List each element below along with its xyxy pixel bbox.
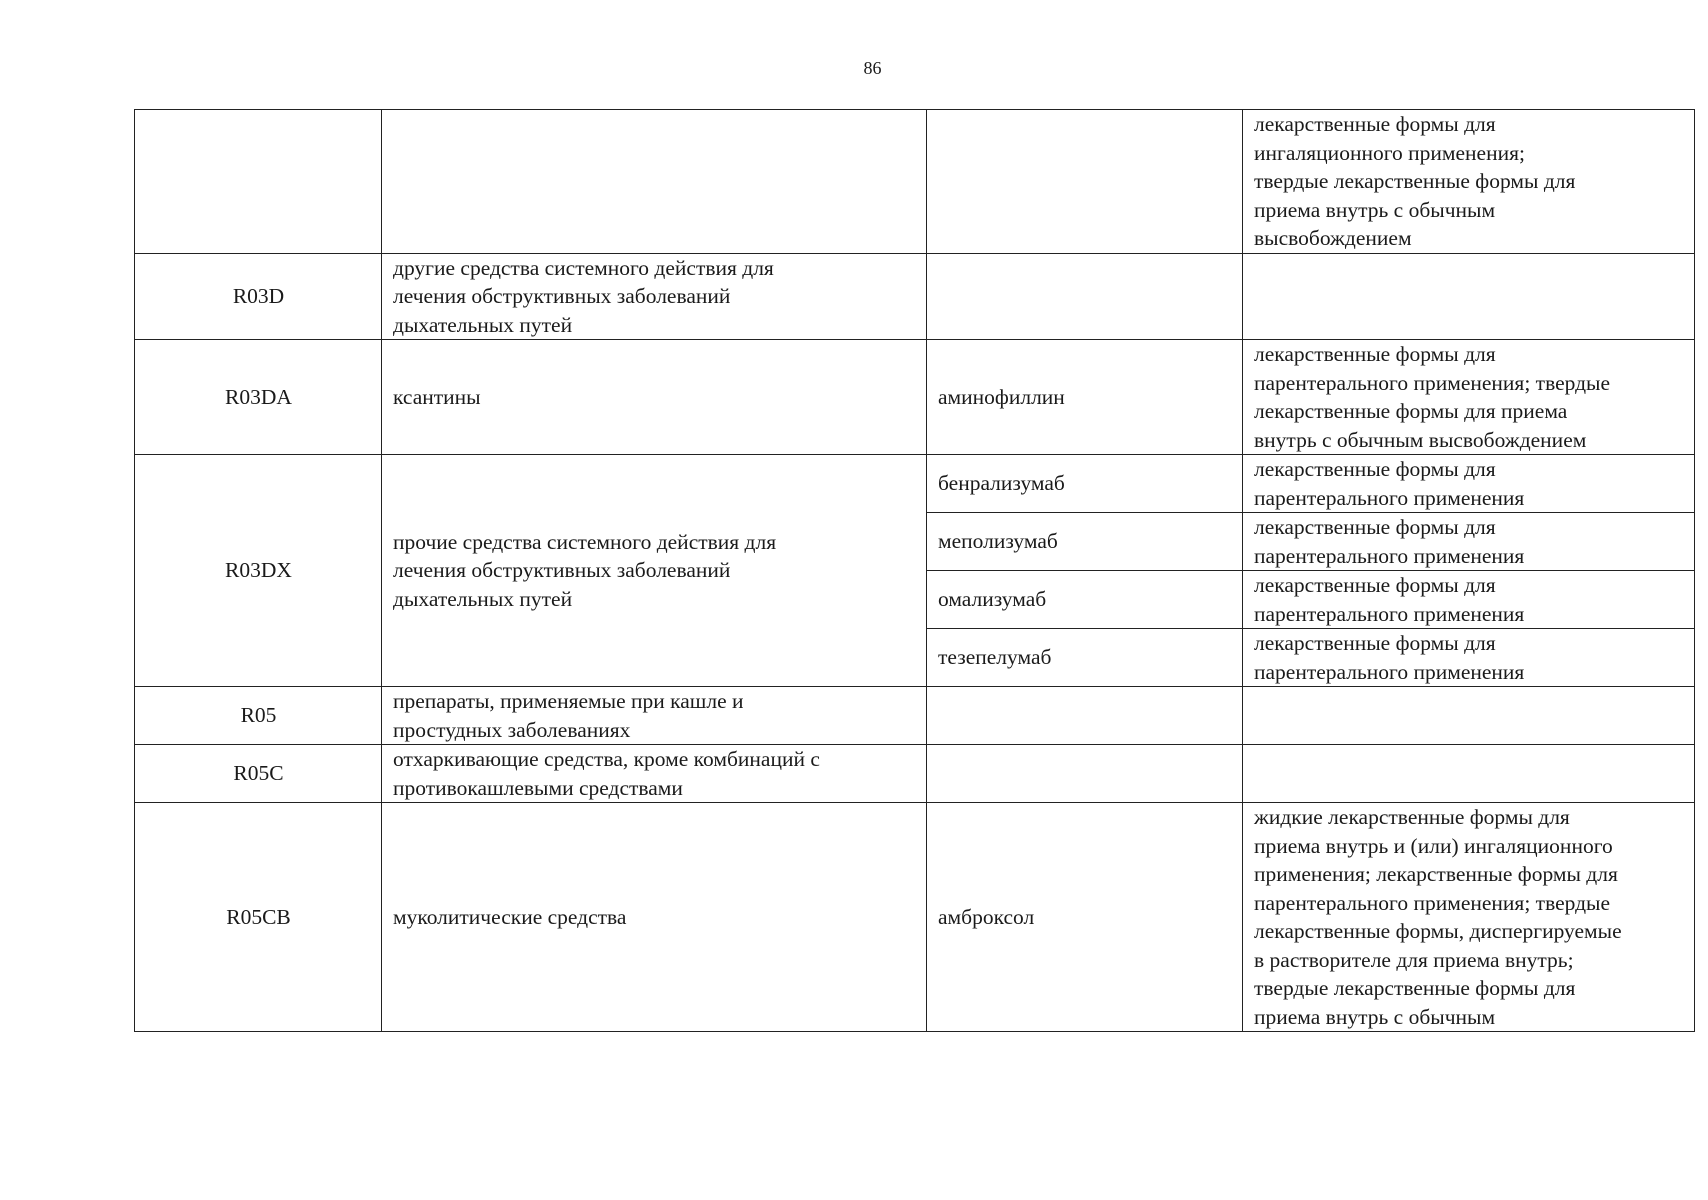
- atc-code-cell: R05C: [135, 745, 382, 803]
- drug-name-cell: [927, 110, 1243, 254]
- drug-name-cell: тезепелумаб: [927, 629, 1243, 687]
- page-number: 86: [863, 58, 882, 78]
- dosage-form-cell: [1243, 687, 1695, 745]
- atc-code-cell: [135, 110, 382, 254]
- drug-name-cell: амброксол: [927, 803, 1243, 1032]
- table-row: [135, 340, 1695, 455]
- table-row: [135, 110, 1695, 254]
- table-row: [135, 455, 1695, 513]
- drug-name-cell: омализумаб: [927, 571, 1243, 629]
- table-row: [135, 687, 1695, 745]
- group-name-cell: прочие средства системного действия для лечения обструктивных заболеваний дыхательных путей: [382, 455, 927, 687]
- drug-name-cell: [927, 687, 1243, 745]
- dosage-form-cell: [1243, 253, 1695, 340]
- dosage-form-cell: лекарственные формы для ингаляционного применения; твердые лекарственные формы для приема внутрь с обычным высвобождением: [1243, 110, 1695, 254]
- dosage-form-cell: [1243, 745, 1695, 803]
- drug-name-cell: меполизумаб: [927, 513, 1243, 571]
- dosage-form-cell: лекарственные формы для парентерального применения: [1243, 571, 1695, 629]
- atc-code-cell: R03DX: [135, 455, 382, 687]
- drug-name-cell: [927, 745, 1243, 803]
- dosage-form-cell: жидкие лекарственные формы для приема внутрь и (или) ингаляционного применения; лекарственные формы для парентерального применения; твердые лекарственные формы, диспергируемые в растворителе для приема внутрь; твердые лекарственные формы для приема внутрь с обычным: [1243, 803, 1695, 1032]
- group-name-cell: ксантины: [382, 340, 927, 455]
- group-name-cell: [382, 110, 927, 254]
- drug-table: [134, 109, 1695, 1032]
- atc-code-cell: R03D: [135, 253, 382, 340]
- drug-name-cell: [927, 253, 1243, 340]
- atc-code-cell: R05: [135, 687, 382, 745]
- dosage-form-cell: лекарственные формы для парентерального применения: [1243, 513, 1695, 571]
- dosage-form-cell: лекарственные формы для парентерального применения: [1243, 455, 1695, 513]
- drug-name-cell: аминофиллин: [927, 340, 1243, 455]
- group-name-cell: муколитические средства: [382, 803, 927, 1032]
- group-name-cell: отхаркивающие средства, кроме комбинаций с противокашлевыми средствами: [382, 745, 927, 803]
- table-row: [135, 745, 1695, 803]
- group-name-cell: препараты, применяемые при кашле и простудных заболеваниях: [382, 687, 927, 745]
- table-row: [135, 253, 1695, 340]
- atc-code-cell: R05CB: [135, 803, 382, 1032]
- atc-code-cell: R03DA: [135, 340, 382, 455]
- dosage-form-cell: лекарственные формы для парентерального применения: [1243, 629, 1695, 687]
- group-name-cell: другие средства системного действия для лечения обструктивных заболеваний дыхательных путей: [382, 253, 927, 340]
- drug-name-cell: бенрализумаб: [927, 455, 1243, 513]
- dosage-form-cell: лекарственные формы для парентерального применения; твердые лекарственные формы для приема внутрь с обычным высвобождением: [1243, 340, 1695, 455]
- table-row: [135, 803, 1695, 1032]
